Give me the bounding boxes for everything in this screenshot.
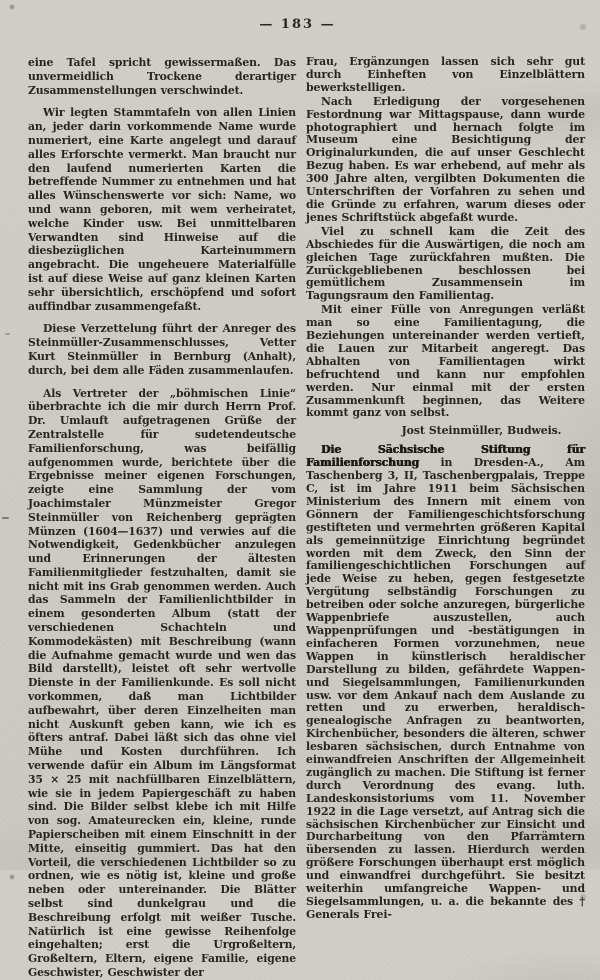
- paragraph: Als Vertreter der „böhmischen Linie“ überbrachte ich die mir durch Herrn Prof. Dr. Umlauft aufgetragenen Grüße der Zentralstelle für sudetendeutsche Familienforschung, was beifällig aufgenommen wurde, berichtete über die Ergebnisse meiner eigenen Forschungen, zeigte eine Sammlung der vom Joachimstaler Münzmeister Gregor Steinmüller von Reichenberg geprägten Münzen (1604—1637) und verwies auf die Notwendigkeit, Gedenkbücher anzulegen und Erinnerungen der ältesten Familienmitglieder festzuhalten, damit sie nicht mit ins Grab genommen werden. Auch das Sammeln der Familienlichtbilder in einem gesonderten Album (statt der verschiedenen Schachteln und Kommodekästen) mit Beschreibung (wann die Aufnahme gemacht wurde und wen das Bild darstellt), leistet oft sehr wertvolle Dienste in der Familienkunde. Es soll nicht vorkommen, daß man Lichtbilder aufbewahrt, über deren Einzelheiten man nicht Auskunft geben kann, wie ich es öfters antraf. Dabei läßt sich das ohne viel Mühe und Kosten durchführen. Ich verwende dafür ein Album im Längsformat 35 × 25 mit nachfüllbaren Einzelblättern, wie sie in jedem Papiergeschäft zu haben sind. Die Bilder selbst klebe ich mit Hilfe von sog. Amateurecken ein, kleine, runde Papierscheiben mit einem Einschnitt in der Mitte, einseitig gummiert. Das hat den Vorteil, die verschiedenen Lichtbilder so zu ordnen, wie es nötig ist, kleine und große neben oder untereinander. Die Blätter selbst sind dunkelgrau und die Beschreibung erfolgt mit weißer Tusche. Natürlich ist eine gewisse Reihenfolge eingehalten; erst die Urgroßeltern, Großeltern, Eltern, eigene Familie, eigene Geschwister, Geschwister der: [28, 386, 296, 979]
- paragraph: Nach Erledigung der vorgesehenen Festordnung war Mittagspause, dann wurde photographiert und hernach folgte im Museum eine Besichtigung der Originalurkunden, die auf unser Geschlecht Bezug haben. Es war erhebend, auf mehr als 300 Jahre alten, vergilbten Dokumenten die Unterschriften der Vorfahren zu sehen und die Gründe zu erfahren, warum dieses oder jenes Schriftstück abgefaßt wurde.: [306, 94, 585, 224]
- article-paragraph: [306, 444, 585, 922]
- right-column: [306, 56, 585, 980]
- author-signature: Jost Steinmüller, Budweis.: [401, 424, 562, 438]
- margin-mark: [2, 517, 9, 519]
- article-body-text: in Dresden-A., Am Taschenberg 3, II, Taschenbergpalais, Treppe C, ist im Jahre 1911 beim Sächsischen Ministerium des Innern mit einem von Gönnern der Familiengeschichtsforschung gestifteten und vermehrten größeren Kapital als gemeinnützige Einrichtung begründet worden mit dem Zweck, den Sinn der familiengeschichtlichen Forschungen auf jede Weise zu heben, gegen festgesetzte Vergütung selbständig Forschungen zu betreiben oder solche anzuregen, bürgerliche Wappenbriefe auszustellen, auch Wappenprüfungen und -bestätigungen in einfacheren Formen vorzunehmen, neue Wappen in künstlerisch heraldischer Darstellung zu bilden, gefährdete Wappen- und Siegelsammlungen, Familienurkunden usw. vor dem Ankauf nach dem Auslande zu retten und zu erwerben, heraldisch-genealogische Anfragen zu beantworten, Kirchenbücher, besonders die älteren, schwer lesbaren sächsischen, durch Entnahme von einwandfreien Anschriften der Allgemeinheit zugänglich zu machen. Die Stiftung ist ferner durch Verordnung des evang. luth. Landeskonsistoriums vom 11. November 1922 in die Lage versetzt, auf Antrag sich die sächsischen Kirchenbücher zur Einsicht und Durcharbeitung von den Pfarrämtern übersenden zu lassen. Hierdurch werden größere Forschungen überhaupt erst möglich und einwandfrei durchgeführt. Sie besitzt weiterhin umfangreiche Wappen- und Siegelsammlungen, u. a. die bekannte des † Generals Frei-: [306, 456, 585, 921]
- margin-mark: [5, 333, 10, 335]
- text-columns: [28, 56, 585, 980]
- page-number-header: — 183 —: [259, 17, 336, 32]
- paragraph: Mit einer Fülle von Anregungen verläßt man so eine Familientagung, die Beziehungen untereinander werden vertieft, die Lauen zur Mitarbeit angeregt. Das Abhalten von Familientagen wirkt befruchtend und kann nur empfohlen werden. Nur einmal mit der ersten Zusammenkunft beginnen, das Weitere kommt ganz von selbst.: [306, 303, 585, 420]
- paragraph: Wir legten Stammtafeln von allen Linien an, jeder darin vorkommende Name wurde numeriert, eine Karte angelegt und darauf alles Erforschte vermerkt. Man braucht nur den laufend numerierten Karten die betreffende Nummer zu entnehmen und hat alles Wünschenswerte vor sich: Name, wo und wann geboren, mit wem verheiratet, welche Kinder usw. Bei unmittelbaren Verwandten sind Hinweise auf die diesbezüglichen Karteinummern angebracht. Die ungeheuere Materialfülle ist auf diese Weise auf ganz kleinen Karten sehr übersichtlich, erschöpfend und sofort auffindbar zusammengefaßt.: [28, 106, 296, 313]
- left-column: [28, 56, 296, 980]
- paragraph-continuation: eine Tafel spricht gewissermaßen. Das unvermeidlich Trockene derartiger Zusammenstellungen verschwindet.: [28, 56, 296, 97]
- paragraph: Diese Verzettelung führt der Anreger des Steinmüller-Zusammenschlusses, Vetter Kurt Steinmüller in Bernburg (Anhalt), durch, bei dem alle Fäden zusammenlaufen.: [28, 322, 296, 377]
- article-heading: Die Sächsische Stiftung für Familienforschung: [306, 443, 585, 470]
- paragraph-continuation: Frau, Ergänzungen lassen sich sehr gut durch Einheften von Einzelblättern bewerkstelligen.: [306, 55, 585, 94]
- paragraph: Viel zu schnell kam die Zeit des Abschiedes für die Auswärtigen, die noch am gleichen Tage zurückfahren mußten. Die Zurückgebliebenen beschlossen bei gemütlichem Zusammensein im Tagungsraum den Familientag.: [306, 224, 585, 303]
